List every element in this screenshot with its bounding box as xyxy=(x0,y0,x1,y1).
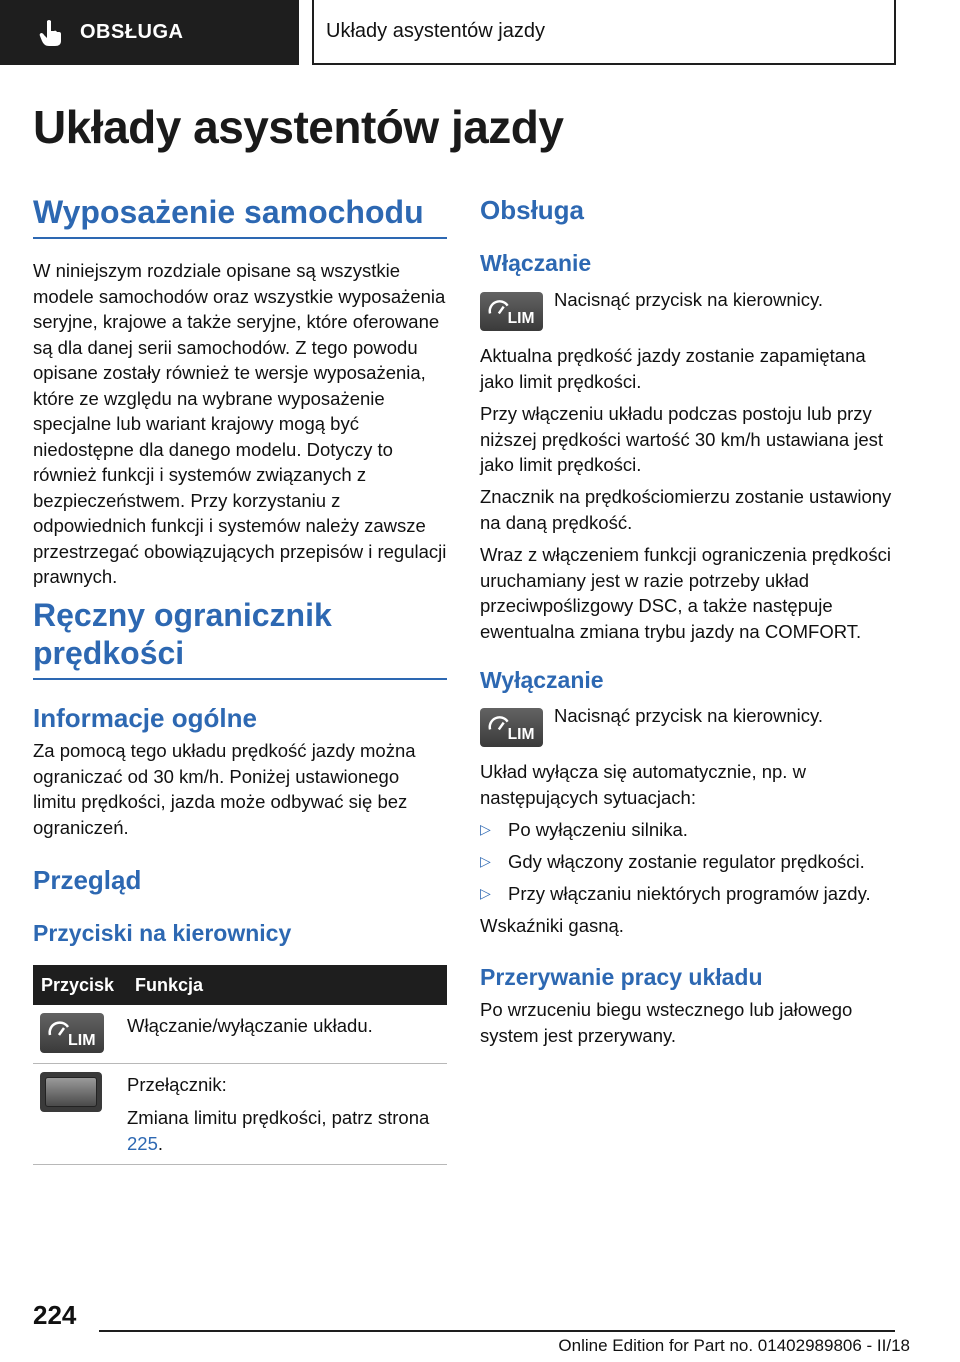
switch-off-press-text: Nacisnąć przycisk na kierownicy. xyxy=(554,705,824,726)
footer-divider xyxy=(99,1330,895,1332)
page-title: Układy asystentów jazdy xyxy=(33,101,564,153)
switch-off-p1: Układ wyłącza się automatycznie, np. w następujących sytuacjach: xyxy=(480,761,806,808)
lim-label: LIM xyxy=(507,310,535,328)
edition-text: Online Edition for Part no. 01402989806 - II/18 xyxy=(558,1336,910,1355)
buttons-table xyxy=(33,965,447,1165)
section-label: OBSŁUGA xyxy=(80,21,184,43)
lim-button-icon xyxy=(480,292,543,331)
interrupt-heading: Przerywanie pracy układu xyxy=(480,964,763,990)
lim-button-icon xyxy=(40,1013,104,1053)
switch-on-p4: Wraz z włączeniem funkcji ograniczenia prędkości uruchamiany jest w razie potrzeby układ przeciwpoślizgowy DSC, a także następuje ewentualna zmiana trybu jazdy na COMFORT. xyxy=(480,544,891,642)
row2-text: Zmiana limitu prędkości, patrz strona 225. xyxy=(127,1107,430,1154)
col-header-function: Funkcja xyxy=(127,965,447,1005)
chapter-title: Układy asystentów jazdy xyxy=(326,20,545,42)
section-tab xyxy=(0,0,299,65)
switch-on-p3: Znacznik na prędkościomierzu zostanie ustawiony na daną prędkość. xyxy=(480,486,892,533)
equipment-text: W niniejszym rozdziale opisane są wszystkie modele samochodów oraz wszystkie wyposażenia seryjne, krajowe a także seryjne, które oferowane są dla danej serii samochodów. Z tego powodu opisane zostały również te wersje wyposażenia, które ze względu na wybrane wyposażenie specjalne lub wariant krajowy mogą być niedostępne dla danego modelu. Dotyczy to również funkcji i systemów związanych z bezpieczeństwem. Przy korzystaniu z odpowiednich funkcji i systemów należy zawsze przestrzegać obowiązujących przepisów i regulacji prawnych. xyxy=(33,260,447,587)
triangle-bullet-icon: ▷ xyxy=(480,821,491,837)
list-item: ▷ Przy włączaniu niektórych programów jazdy. xyxy=(480,881,871,907)
lim-button-icon xyxy=(480,708,543,747)
operation-heading: Obsługa xyxy=(480,195,585,225)
switch-on-p2: Przy włączeniu układu podczas postoju lub przy niższej prędkości wartość 30 km/h ustawiana jest jako limit prędkości. xyxy=(480,403,884,475)
triangle-bullet-icon: ▷ xyxy=(480,885,491,901)
chapter-title-box xyxy=(312,0,896,65)
lim-label: LIM xyxy=(507,726,535,744)
list-item: ▷ Po wyłączeniu silnika. xyxy=(480,817,688,843)
hand-pointer-icon xyxy=(38,19,64,47)
table-row xyxy=(33,1005,447,1063)
general-info-heading: Informacje ogólne xyxy=(33,703,257,733)
switch-on-p1: Aktualna prędkość jazdy zostanie zapamiętana jako limit prędkości. xyxy=(480,345,866,392)
list-item: ▷ Gdy włączony zostanie regulator prędkości. xyxy=(480,849,865,875)
rocker-switch-icon xyxy=(40,1072,102,1112)
steering-buttons-heading: Przyciski na kierownicy xyxy=(33,920,292,946)
lim-label: LIM xyxy=(68,1032,96,1049)
switch-on-heading: Włączanie xyxy=(480,250,592,276)
col-header-button: Przycisk xyxy=(33,965,127,1005)
row1-function: Włączanie/wyłączanie układu. xyxy=(127,1005,447,1063)
page-link[interactable]: 225 xyxy=(127,1132,158,1154)
triangle-bullet-icon: ▷ xyxy=(480,853,491,869)
switch-on-instruction xyxy=(480,289,896,331)
switch-off-heading: Wyłączanie xyxy=(480,667,604,693)
interrupt-text: Po wrzuceniu biegu wstecznego lub jałowego system jest przerywany. xyxy=(480,999,853,1046)
switch-off-p2: Wskaźniki gasną. xyxy=(480,915,624,936)
switch-off-instruction xyxy=(480,705,896,747)
equipment-heading: Wyposażenie samochodu xyxy=(33,193,447,239)
speed-limiter-heading: Ręczny ogranicznik prędkości xyxy=(33,596,447,680)
general-info-text: Za pomocą tego układu prędkość jazdy można ograniczać od 30 km/h. Poniżej ustawionego limitu prędkości, jazda może odbywać się bez ograniczeń. xyxy=(33,740,416,838)
table-row xyxy=(33,1063,447,1165)
row2-label: Przełącznik: xyxy=(127,1073,227,1095)
page-number: 224 xyxy=(33,1300,77,1330)
overview-heading: Przegląd xyxy=(33,865,142,895)
switch-on-press-text: Nacisnąć przycisk na kierownicy. xyxy=(554,289,824,310)
